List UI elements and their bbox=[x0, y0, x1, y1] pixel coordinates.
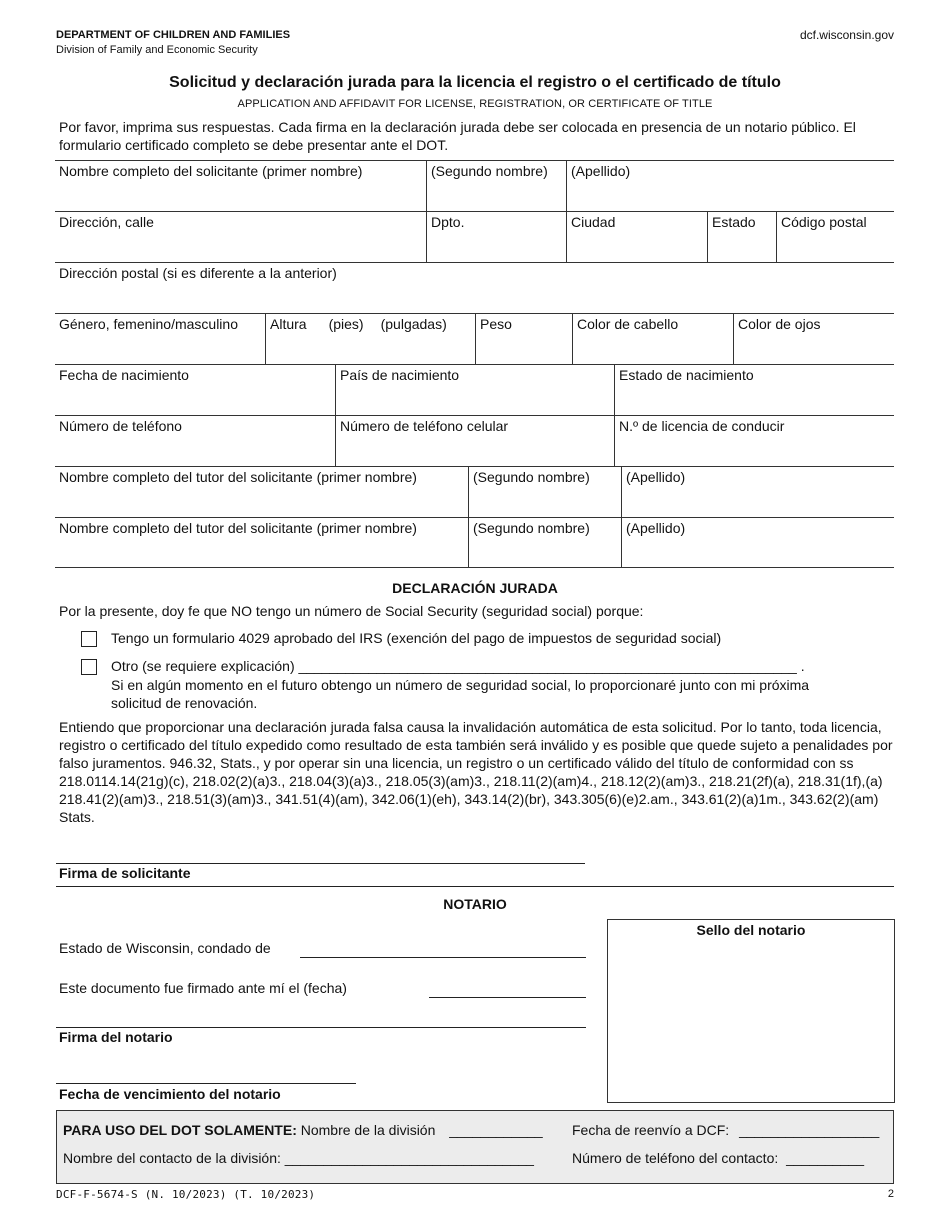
notary-county-label: Estado de Wisconsin, condado de bbox=[59, 940, 271, 956]
field-height[interactable] bbox=[265, 314, 475, 364]
height-feet-label: (pies) bbox=[328, 316, 364, 332]
checkbox-irs-4029[interactable] bbox=[81, 631, 97, 647]
option-irs-4029: Tengo un formulario 4029 aprobado del IRS (exención del pago de impuestos de seguridad social) bbox=[111, 630, 722, 646]
affidavit-heading: DECLARACIÓN JURADA bbox=[392, 580, 558, 596]
dot-forward-label: Fecha de reenvío a DCF: bbox=[572, 1122, 730, 1138]
page-number: 2 bbox=[887, 1188, 894, 1200]
row-birth bbox=[55, 364, 894, 415]
form-id: DCF-F-5674-S (N. 10/2023) (T. 10/2023) bbox=[56, 1188, 316, 1201]
row-physical bbox=[55, 313, 894, 364]
affidavit-statement: Entiendo que proporcionar una declaración jurada falsa causa la invalidación automática de esta solicitud. Por lo tanto, toda licencia, registro o certificado del título expedido como resultado de esta también será inválido y es posible que quede sujeto a penalidades por falso juramentos. 946.32, Stats., y por operar sin una licencia, un registro o un certificado válido del título de conformidad con ss 218.0114.14(21g)(c), 218.02(2)(a)3., 218.04(3)(a)3., 218.05(3)(am)3., 218.11(2)(am)4., 218.12(2)(am)3., 218.21(2f)(a), 218.31(1f),(a) 218.41(2)(am)3., 218.51(3)(am)3., 341.51(4)(am), 342.06(1)(eh), 343.14(2)(br), 343.305(6)(e)2.am., 343.61(2)(a)1m., 343.62(2)(am) Stats. bbox=[59, 719, 893, 825]
field-first-name[interactable]: Nombre completo del solicitante (primer nombre) bbox=[59, 163, 363, 179]
notary-expiration-label: Fecha de vencimiento del notario bbox=[59, 1086, 281, 1102]
notary-expiration-line[interactable] bbox=[56, 1083, 356, 1084]
field-hair-color[interactable]: Color de cabello bbox=[572, 314, 733, 364]
dot-division-label: Nombre de la división bbox=[300, 1122, 436, 1138]
field-guardian1-last[interactable]: (Apellido) bbox=[621, 467, 894, 517]
field-zip[interactable]: Código postal bbox=[776, 212, 894, 262]
division-name: Division of Family and Economic Security bbox=[56, 44, 258, 56]
dot-forward-row bbox=[572, 1122, 879, 1138]
field-city[interactable]: Ciudad bbox=[566, 212, 707, 262]
row-applicant-name bbox=[55, 160, 894, 211]
notary-county-line[interactable] bbox=[300, 957, 586, 958]
height-inches-label: (pulgadas) bbox=[380, 316, 447, 332]
notary-signature-label: Firma del notario bbox=[59, 1029, 173, 1045]
row-guardian-1 bbox=[55, 466, 894, 517]
option-other: Otro (se requiere explicación) ________________________________________________________________ . bbox=[111, 658, 805, 674]
field-phone[interactable]: Número de teléfono bbox=[59, 418, 182, 434]
field-middle-name[interactable]: (Segundo nombre) bbox=[426, 161, 566, 211]
row-mailing-address bbox=[55, 262, 894, 313]
row-guardian-2 bbox=[55, 517, 894, 568]
instructions: Por favor, imprima sus respuestas. Cada firma en la declaración jurada debe ser colocada en presencia de un notario público. El formulario certificado completo se debe presentar ante el DOT. bbox=[59, 119, 856, 153]
notary-seal-box bbox=[607, 919, 895, 1103]
option-other-note: Si en algún momento en el futuro obtengo un número de seguridad social, lo proporcionaré junto con mi próxima solicitud de renovación. bbox=[111, 677, 810, 711]
dot-phone-label: Número de teléfono del contacto: bbox=[572, 1150, 779, 1166]
field-birth-state[interactable]: Estado de nacimiento bbox=[614, 365, 894, 415]
field-guardian1-middle[interactable]: (Segundo nombre) bbox=[468, 467, 621, 517]
dot-heading: PARA USO DEL DOT SOLAMENTE: bbox=[63, 1122, 297, 1138]
dot-phone-blank[interactable]: __________ bbox=[786, 1150, 865, 1166]
dot-contact-label: Nombre del contacto de la división: bbox=[63, 1150, 281, 1166]
field-guardian1-first[interactable]: Nombre completo del tutor del solicitante (primer nombre) bbox=[59, 469, 417, 485]
field-birth-date[interactable]: Fecha de nacimiento bbox=[59, 367, 189, 383]
applicant-signature-label: Firma de solicitante bbox=[59, 865, 191, 881]
checkbox-other[interactable] bbox=[81, 659, 97, 675]
field-cell-phone[interactable]: Número de teléfono celular bbox=[335, 416, 614, 466]
notary-date-line[interactable] bbox=[429, 997, 586, 998]
dot-division-row bbox=[63, 1122, 543, 1138]
field-birth-country[interactable]: País de nacimiento bbox=[335, 365, 614, 415]
dot-forward-blank[interactable]: __________________ bbox=[739, 1122, 880, 1138]
field-guardian2-last[interactable]: (Apellido) bbox=[621, 518, 894, 567]
form-subtitle: APPLICATION AND AFFIDAVIT FOR LICENSE, REGISTRATION, OR CERTIFICATE OF TITLE bbox=[237, 98, 713, 110]
field-mailing-address[interactable]: Dirección postal (si es diferente a la anterior) bbox=[59, 265, 337, 281]
dot-contact-row bbox=[63, 1150, 534, 1166]
field-eye-color[interactable]: Color de ojos bbox=[733, 314, 894, 364]
field-gender[interactable]: Género, femenino/masculino bbox=[59, 316, 238, 332]
website-link[interactable]: dcf.wisconsin.gov bbox=[799, 28, 894, 42]
department-name: DEPARTMENT OF CHILDREN AND FAMILIES bbox=[56, 29, 291, 41]
row-phone bbox=[55, 415, 894, 466]
field-apt[interactable]: Dpto. bbox=[426, 212, 566, 262]
affidavit-lead: Por la presente, doy fe que NO tengo un número de Social Security (seguridad social) porque: bbox=[59, 603, 644, 619]
dot-phone-row bbox=[572, 1150, 864, 1166]
field-guardian2-middle[interactable]: (Segundo nombre) bbox=[468, 518, 621, 567]
field-street[interactable]: Dirección, calle bbox=[59, 214, 154, 230]
field-last-name[interactable]: (Apellido) bbox=[566, 161, 894, 211]
form-title: Solicitud y declaración jurada para la licencia el registro o el certificado de título bbox=[169, 74, 781, 91]
height-label: Altura bbox=[270, 316, 307, 332]
field-driver-license[interactable]: N.º de licencia de conducir bbox=[614, 416, 894, 466]
field-state[interactable]: Estado bbox=[707, 212, 776, 262]
notary-heading: NOTARIO bbox=[443, 896, 507, 912]
field-weight[interactable]: Peso bbox=[475, 314, 572, 364]
agency-header bbox=[56, 28, 290, 58]
section-divider bbox=[56, 886, 894, 887]
dot-use-only-box bbox=[56, 1110, 894, 1184]
dot-division-blank[interactable]: ____________ bbox=[449, 1122, 543, 1138]
notary-seal-label: Sello del notario bbox=[696, 922, 806, 938]
field-guardian2-first[interactable]: Nombre completo del tutor del solicitante (primer nombre) bbox=[59, 520, 417, 536]
dot-contact-blank[interactable]: ________________________________ bbox=[284, 1150, 534, 1166]
row-address bbox=[55, 211, 894, 262]
notary-date-label: Este documento fue firmado ante mí el (fecha) bbox=[59, 980, 347, 996]
